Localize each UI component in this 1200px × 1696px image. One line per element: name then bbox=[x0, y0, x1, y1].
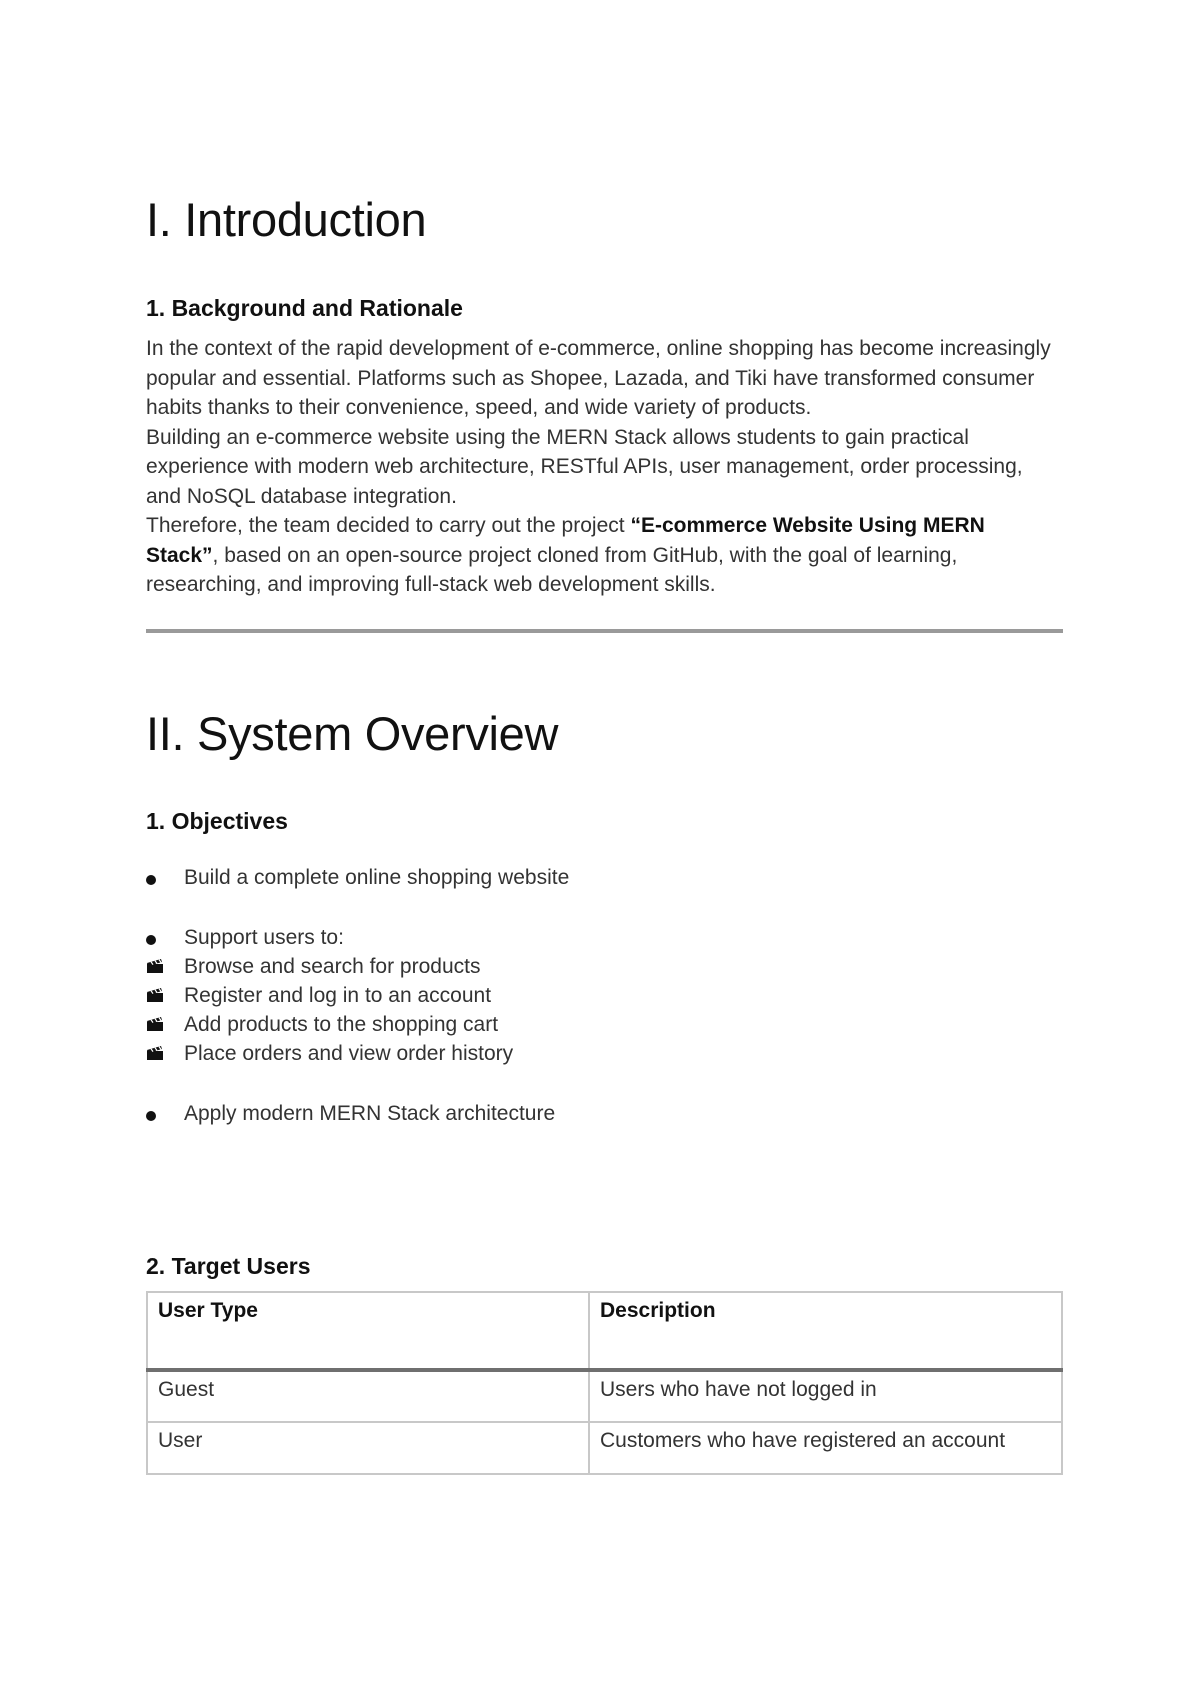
table-cell: User bbox=[147, 1422, 589, 1474]
project-title: “E-commerce Website Using MERN Stack” bbox=[146, 514, 985, 567]
sub-item-text: Browse and search for products bbox=[184, 955, 481, 978]
sub-item-text: Place orders and view order history bbox=[184, 1042, 514, 1065]
objective-bullet bbox=[184, 1102, 555, 1126]
section-1-title: I. Introduction bbox=[146, 193, 427, 246]
table-cell: Customers who have registered an account bbox=[589, 1422, 1062, 1474]
column-header-description: Description bbox=[589, 1292, 1062, 1370]
clapperboard-icon bbox=[146, 1016, 164, 1032]
objective-sub-item bbox=[184, 1042, 513, 1066]
table-cell: Users who have not logged in bbox=[589, 1370, 1062, 1422]
clapperboard-icon bbox=[146, 958, 164, 974]
objective-text: Apply modern MERN Stack architecture bbox=[184, 1102, 556, 1125]
sub-item-text: Register and log in to an account bbox=[184, 984, 492, 1007]
clapperboard-icon bbox=[146, 987, 164, 1003]
objective-sub-item bbox=[184, 1013, 498, 1037]
bullet-icon bbox=[146, 875, 156, 885]
target-users-heading: 2. Target Users bbox=[146, 1253, 311, 1279]
background-rationale-heading: 1. Background and Rationale bbox=[146, 295, 463, 321]
paragraph-3-end: , based on an open-source project cloned from GitHub, with the goal of learning, researching, and improving full-stack web development skills. bbox=[146, 543, 958, 596]
paragraph-3-start: Therefore, the team decided to carry out the project bbox=[146, 514, 631, 537]
document-page bbox=[146, 0, 1063, 1696]
clapperboard-icon bbox=[146, 1045, 164, 1061]
objective-sub-item bbox=[184, 955, 480, 979]
table-row bbox=[147, 1370, 1062, 1422]
bullet-icon bbox=[146, 935, 156, 945]
objective-text: Build a complete online shopping website bbox=[184, 866, 570, 889]
objective-sub-item bbox=[184, 984, 491, 1008]
paragraph-1: In the context of the rapid development of e-commerce, online shopping has become increasingly popular and essential. Platforms such as Shopee, Lazada, and Tiki have transformed consumer habits thanks to their convenience, speed, and wide variety of products. bbox=[146, 337, 1051, 419]
sub-item-text: Add products to the shopping cart bbox=[184, 1013, 499, 1036]
section-divider bbox=[146, 629, 1063, 633]
column-header-user-type: User Type bbox=[147, 1292, 589, 1370]
background-paragraph bbox=[146, 334, 1063, 600]
objectives-heading: 1. Objectives bbox=[146, 808, 288, 834]
table-header-row bbox=[147, 1292, 1062, 1370]
objective-text: Support users to: bbox=[184, 926, 344, 949]
table-cell: Guest bbox=[147, 1370, 589, 1422]
objective-bullet bbox=[184, 866, 569, 890]
paragraph-2: Building an e-commerce website using the MERN Stack allows students to gain practical experience with modern web architecture, RESTful APIs, user management, order processing, and NoSQL database integration. bbox=[146, 425, 1023, 508]
section-2-title: II. System Overview bbox=[146, 707, 559, 760]
objective-bullet bbox=[184, 926, 344, 950]
bullet-icon bbox=[146, 1111, 156, 1121]
target-users-table bbox=[146, 1291, 1063, 1475]
table-row bbox=[147, 1422, 1062, 1474]
